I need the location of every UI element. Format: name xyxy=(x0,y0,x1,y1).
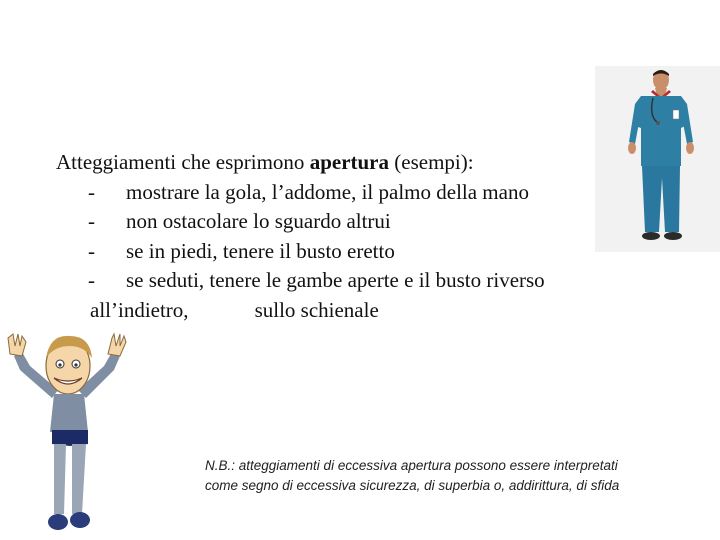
bullet-text: non ostacolare lo sguardo altrui xyxy=(126,209,391,233)
bullet-dash: - xyxy=(88,268,95,292)
bullet-continuation xyxy=(56,296,616,326)
list-item xyxy=(56,237,616,267)
bullet-dash: - xyxy=(88,179,95,204)
continuation-part1: all’indietro, xyxy=(90,297,189,322)
list-item xyxy=(56,207,616,237)
footnote-line-1: N.B.: atteggiamenti di eccessiva apertura possono essere interpretati xyxy=(205,458,618,473)
continuation-part2: sullo schienale xyxy=(254,297,379,322)
heading-prefix: Atteggiamenti che esprimono xyxy=(56,150,310,174)
cartoon-figure xyxy=(0,328,140,540)
main-text-block xyxy=(56,148,616,325)
bullet-text: se in piedi, tenere il busto eretto xyxy=(126,238,395,263)
bullet-dash: - xyxy=(88,238,95,263)
bullet-dash: - xyxy=(88,209,95,233)
heading-bold-word: apertura xyxy=(309,150,390,174)
heading-suffix: (esempi): xyxy=(389,150,474,174)
footnote-line-2: come segno di eccessiva sicurezza, di superbia o, addirittura, di sfida xyxy=(205,478,620,493)
list-item xyxy=(56,266,616,296)
heading xyxy=(56,148,616,178)
footnote xyxy=(205,456,715,496)
list-item xyxy=(56,178,616,208)
bullet-text: se seduti, tenere le gambe aperte e il busto riverso xyxy=(126,268,545,292)
bullet-text: mostrare la gola, l’addome, il palmo della mano xyxy=(126,179,529,204)
